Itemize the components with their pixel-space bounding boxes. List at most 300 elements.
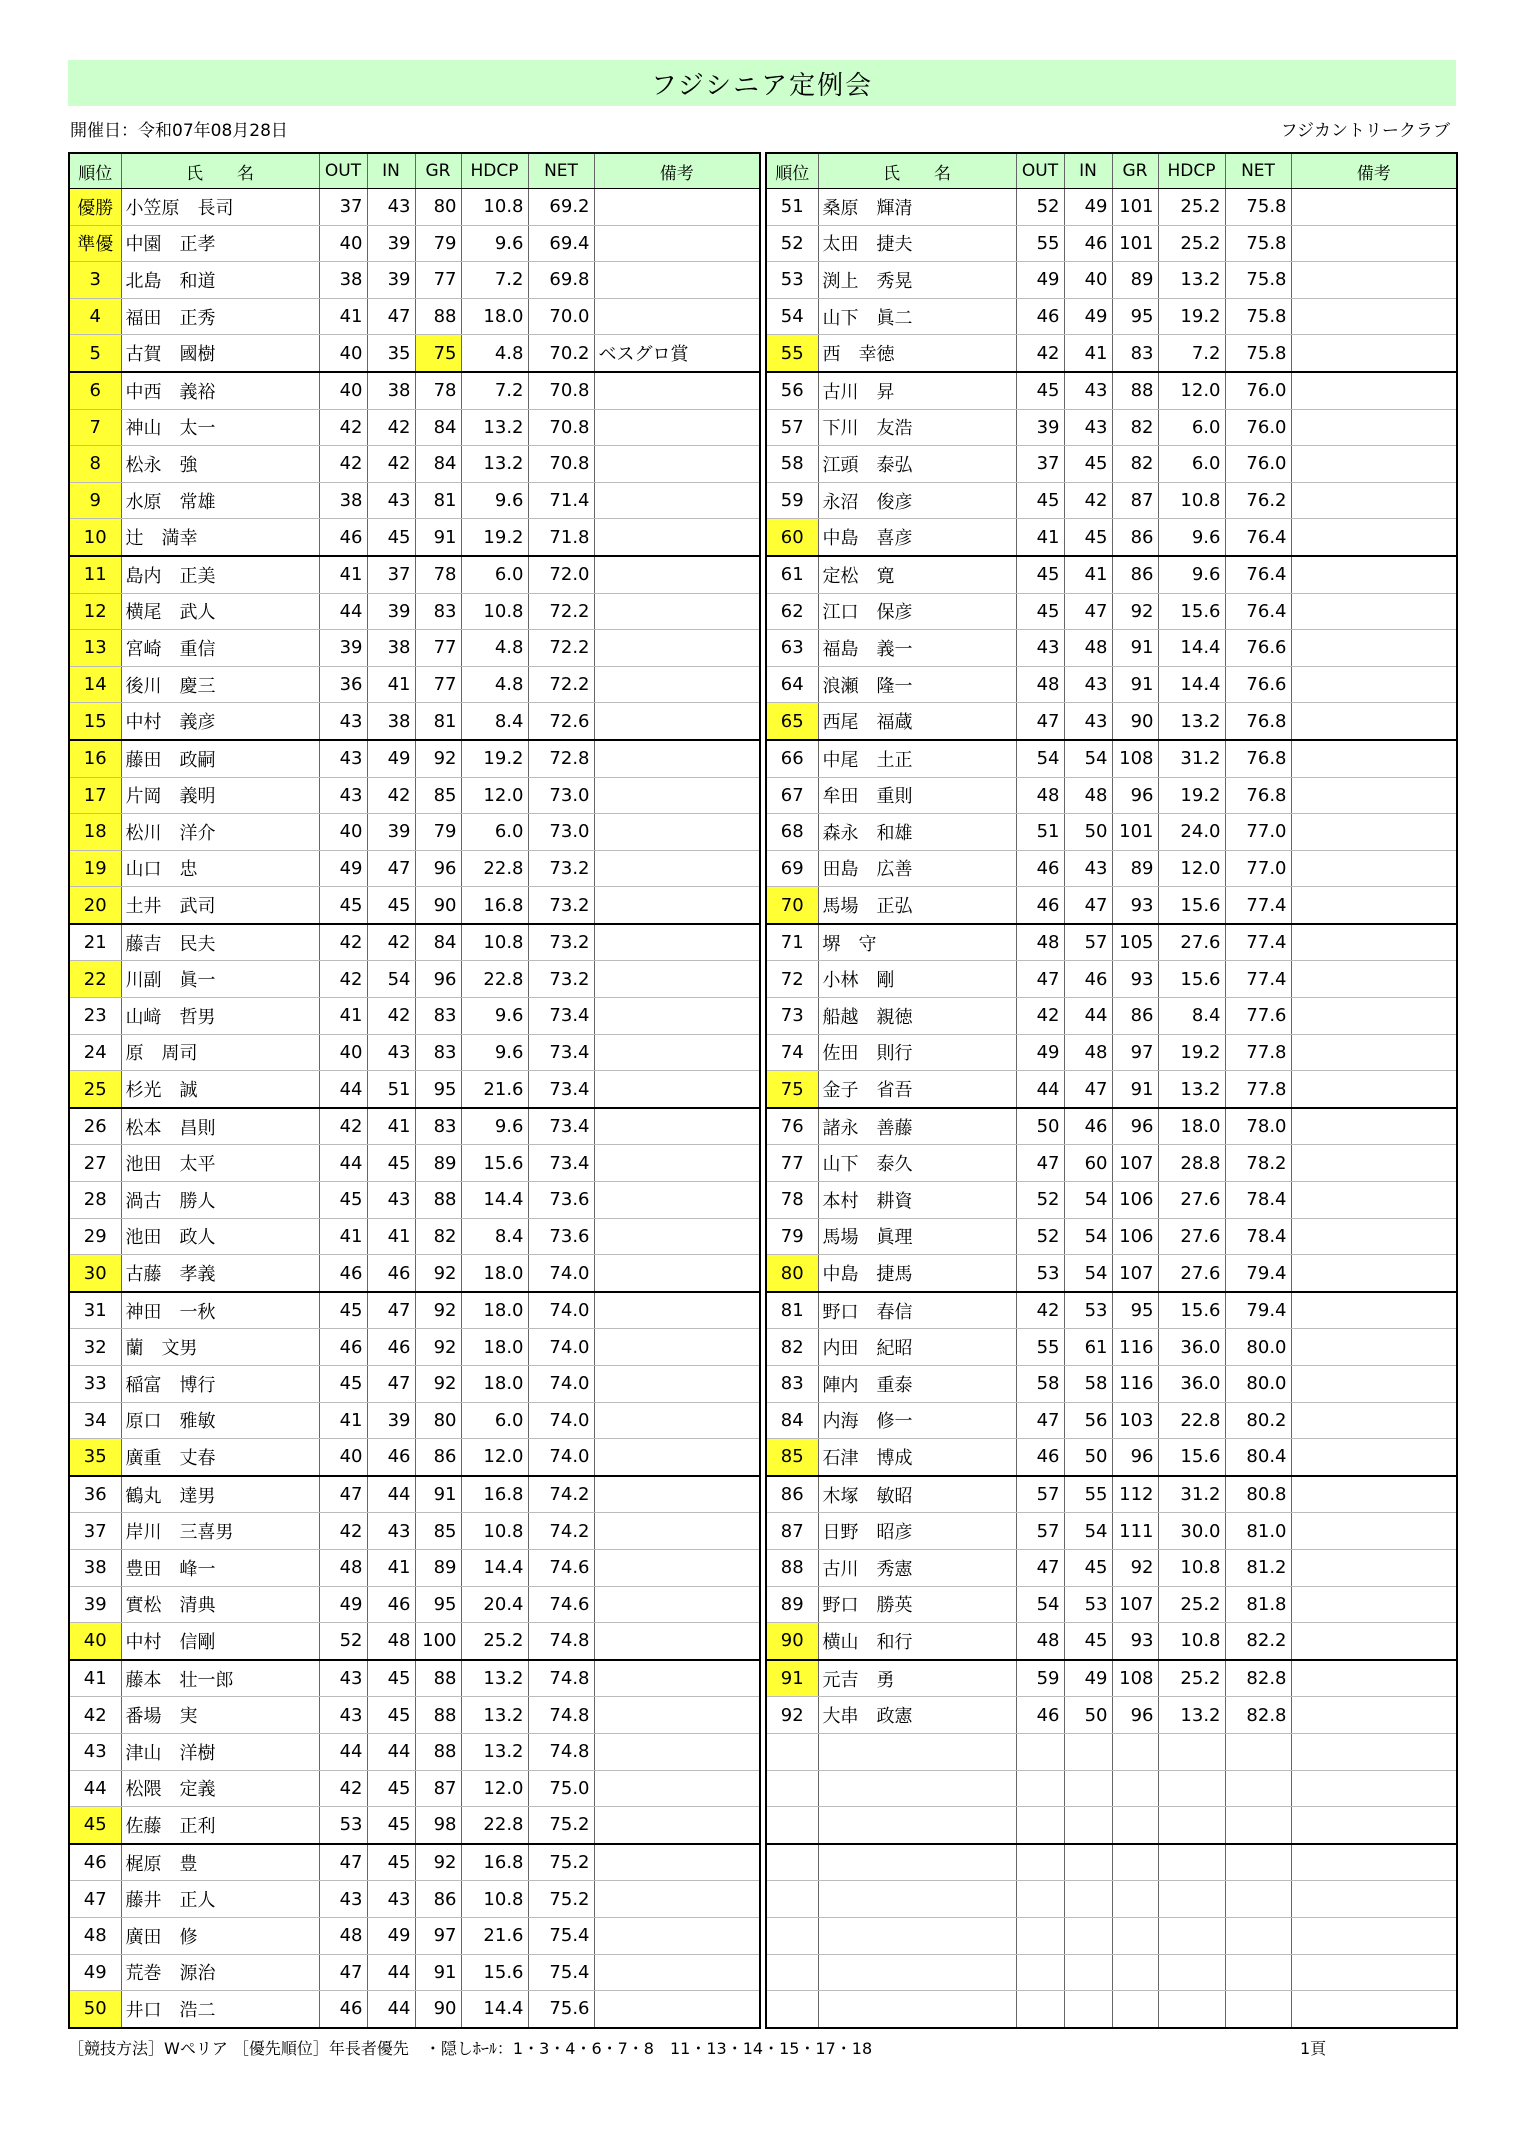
empty-cell (766, 1954, 818, 1991)
cell-gr: 88 (415, 1660, 461, 1697)
cell-out: 47 (319, 1476, 367, 1513)
cell-note (594, 1770, 760, 1807)
cell-net: 73.4 (528, 1108, 594, 1145)
cell-hdcp: 27.6 (1158, 1182, 1225, 1219)
cell-gr: 79 (415, 225, 461, 262)
empty-cell (818, 1881, 1016, 1918)
cell-in: 43 (367, 1182, 415, 1219)
cell-out: 48 (1016, 666, 1064, 703)
cell-net: 75.8 (1225, 262, 1291, 299)
cell-name: 梶原 豊 (121, 1844, 319, 1881)
cell-gr: 77 (415, 666, 461, 703)
cell-gr: 101 (1112, 189, 1158, 226)
cell-out: 41 (319, 1402, 367, 1439)
cell-rank: 7 (69, 409, 121, 446)
cell-note (1291, 1623, 1457, 1660)
cell-note (1291, 409, 1457, 446)
cell-in: 44 (367, 1991, 415, 2028)
cell-in: 49 (1064, 189, 1112, 226)
cell-out: 42 (319, 1513, 367, 1550)
cell-rank: 70 (766, 887, 818, 924)
cell-in: 54 (1064, 1255, 1112, 1292)
cell-rank: 89 (766, 1586, 818, 1623)
cell-hdcp: 8.4 (461, 703, 528, 740)
cell-gr: 83 (1112, 335, 1158, 372)
cell-gr: 88 (415, 1182, 461, 1219)
cell-gr: 96 (1112, 777, 1158, 814)
cell-note (594, 1329, 760, 1366)
table-row (69, 1660, 760, 1697)
cell-out: 41 (319, 556, 367, 593)
cell-name: 片岡 義明 (121, 777, 319, 814)
cell-name: 永沼 俊彦 (818, 482, 1016, 519)
empty-cell (1064, 1917, 1112, 1954)
cell-name: 小笠原 長司 (121, 189, 319, 226)
cell-hdcp: 7.2 (461, 262, 528, 299)
cell-rank: 83 (766, 1366, 818, 1403)
cell-rank: 60 (766, 519, 818, 556)
empty-cell (1225, 1917, 1291, 1954)
cell-hdcp: 27.6 (1158, 1255, 1225, 1292)
empty-cell (1064, 1844, 1112, 1881)
cell-hdcp: 18.0 (461, 1329, 528, 1366)
cell-rank: 73 (766, 998, 818, 1035)
cell-rank: 56 (766, 372, 818, 409)
cell-in: 47 (1064, 887, 1112, 924)
cell-name: 金子 省吾 (818, 1071, 1016, 1108)
table-row (69, 1108, 760, 1145)
cell-net: 74.0 (528, 1366, 594, 1403)
table-row (69, 777, 760, 814)
cell-hdcp: 13.2 (1158, 703, 1225, 740)
cell-hdcp: 22.8 (461, 961, 528, 998)
cell-in: 45 (1064, 1623, 1112, 1660)
cell-in: 48 (1064, 777, 1112, 814)
empty-cell (1016, 1807, 1064, 1844)
cell-net: 80.0 (1225, 1366, 1291, 1403)
cell-rank: 12 (69, 593, 121, 630)
cell-name: 川副 眞一 (121, 961, 319, 998)
cell-net: 77.4 (1225, 924, 1291, 961)
cell-rank: 40 (69, 1623, 121, 1660)
cell-out: 40 (319, 1439, 367, 1476)
cell-note (1291, 593, 1457, 630)
cell-hdcp: 13.2 (1158, 1071, 1225, 1108)
cell-in: 42 (367, 924, 415, 961)
cell-rank: 39 (69, 1586, 121, 1623)
cell-in: 43 (1064, 409, 1112, 446)
cell-in: 45 (367, 519, 415, 556)
cell-net: 76.4 (1225, 519, 1291, 556)
cell-gr: 75 (415, 335, 461, 372)
cell-gr: 103 (1112, 1402, 1158, 1439)
cell-gr: 107 (1112, 1255, 1158, 1292)
table-row (69, 1623, 760, 1660)
header-gr: GR (415, 153, 461, 189)
empty-cell (1016, 1917, 1064, 1954)
cell-gr: 91 (1112, 666, 1158, 703)
cell-out: 47 (1016, 1402, 1064, 1439)
cell-out: 43 (319, 777, 367, 814)
cell-hdcp: 22.8 (1158, 1402, 1225, 1439)
page-number: 1頁 (1300, 2039, 1327, 2058)
table-header-row (69, 153, 760, 189)
cell-in: 60 (1064, 1145, 1112, 1182)
cell-name: 池田 太平 (121, 1145, 319, 1182)
cell-hdcp: 14.4 (461, 1182, 528, 1219)
table-row (69, 1807, 760, 1844)
cell-in: 41 (367, 666, 415, 703)
cell-out: 45 (1016, 372, 1064, 409)
cell-rank: 62 (766, 593, 818, 630)
cell-gr: 89 (1112, 262, 1158, 299)
cell-out: 42 (319, 446, 367, 483)
cell-net: 76.8 (1225, 703, 1291, 740)
cell-note (1291, 1697, 1457, 1734)
cell-in: 61 (1064, 1329, 1112, 1366)
cell-out: 46 (319, 1329, 367, 1366)
cell-net: 72.2 (528, 630, 594, 667)
cell-name: 森永 和雄 (818, 814, 1016, 851)
cell-name: 内田 紀昭 (818, 1329, 1016, 1366)
cell-name: 中村 義彦 (121, 703, 319, 740)
cell-gr: 93 (1112, 1623, 1158, 1660)
cell-net: 74.8 (528, 1660, 594, 1697)
empty-cell (1158, 1807, 1225, 1844)
cell-hdcp: 8.4 (1158, 998, 1225, 1035)
table-row (766, 1034, 1457, 1071)
cell-in: 47 (367, 298, 415, 335)
cell-out: 57 (1016, 1513, 1064, 1550)
header-in: IN (367, 153, 415, 189)
cell-rank: 86 (766, 1476, 818, 1513)
cell-note (1291, 777, 1457, 814)
cell-net: 80.8 (1225, 1476, 1291, 1513)
cell-in: 45 (1064, 519, 1112, 556)
cell-out: 59 (1016, 1660, 1064, 1697)
cell-note (594, 1218, 760, 1255)
cell-net: 76.8 (1225, 740, 1291, 777)
cell-net: 73.0 (528, 777, 594, 814)
cell-gr: 108 (1112, 740, 1158, 777)
cell-rank: 準優 (69, 225, 121, 262)
cell-in: 41 (367, 1108, 415, 1145)
cell-net: 74.8 (528, 1733, 594, 1770)
empty-cell (1158, 1844, 1225, 1881)
cell-in: 56 (1064, 1402, 1112, 1439)
cell-name: 井口 浩二 (121, 1991, 319, 2028)
cell-rank: 41 (69, 1660, 121, 1697)
table-row (69, 703, 760, 740)
cell-rank: 3 (69, 262, 121, 299)
cell-note (1291, 630, 1457, 667)
cell-note (594, 1145, 760, 1182)
empty-cell (818, 1917, 1016, 1954)
cell-gr: 96 (1112, 1697, 1158, 1734)
cell-hdcp: 14.4 (461, 1991, 528, 2028)
cell-out: 40 (319, 814, 367, 851)
cell-out: 42 (319, 1770, 367, 1807)
empty-cell (766, 1881, 818, 1918)
cell-in: 43 (367, 1513, 415, 1550)
cell-in: 45 (367, 1770, 415, 1807)
cell-hdcp: 27.6 (1158, 1218, 1225, 1255)
cell-net: 73.2 (528, 887, 594, 924)
cell-name: 山下 眞二 (818, 298, 1016, 335)
cell-net: 75.8 (1225, 225, 1291, 262)
cell-net: 75.2 (528, 1844, 594, 1881)
cell-rank: 35 (69, 1439, 121, 1476)
cell-name: 荒巻 源治 (121, 1954, 319, 1991)
cell-name: 山下 泰久 (818, 1145, 1016, 1182)
cell-gr: 86 (1112, 519, 1158, 556)
cell-rank: 38 (69, 1549, 121, 1586)
empty-cell (766, 1770, 818, 1807)
table-row (766, 961, 1457, 998)
empty-cell (1112, 1991, 1158, 2028)
cell-rank: 66 (766, 740, 818, 777)
table-row (69, 593, 760, 630)
cell-note (594, 446, 760, 483)
cell-note (1291, 372, 1457, 409)
cell-net: 75.6 (528, 1991, 594, 2028)
cell-in: 54 (1064, 1218, 1112, 1255)
cell-out: 44 (319, 593, 367, 630)
empty-row (766, 1844, 1457, 1881)
cell-rank: 15 (69, 703, 121, 740)
empty-cell (1064, 1770, 1112, 1807)
cell-net: 76.2 (1225, 482, 1291, 519)
cell-note (1291, 482, 1457, 519)
table-row (69, 850, 760, 887)
cell-rank: 10 (69, 519, 121, 556)
cell-out: 41 (319, 998, 367, 1035)
header-name: 氏 名 (818, 153, 1016, 189)
cell-in: 45 (367, 1697, 415, 1734)
cell-in: 50 (1064, 1439, 1112, 1476)
table-row (766, 1513, 1457, 1550)
cell-gr: 107 (1112, 1586, 1158, 1623)
table-row (766, 1439, 1457, 1476)
empty-cell (1225, 1844, 1291, 1881)
table-row (69, 335, 760, 372)
cell-out: 42 (1016, 335, 1064, 372)
cell-gr: 86 (1112, 998, 1158, 1035)
header-out: OUT (1016, 153, 1064, 189)
cell-name: 田島 広善 (818, 850, 1016, 887)
header-hdcp: HDCP (461, 153, 528, 189)
table-row (69, 1697, 760, 1734)
table-row (69, 1366, 760, 1403)
cell-net: 77.8 (1225, 1071, 1291, 1108)
cell-note (1291, 1329, 1457, 1366)
cell-out: 45 (319, 1366, 367, 1403)
cell-out: 53 (1016, 1255, 1064, 1292)
cell-out: 40 (319, 225, 367, 262)
cell-rank: 85 (766, 1439, 818, 1476)
cell-in: 50 (1064, 1697, 1112, 1734)
cell-net: 71.8 (528, 519, 594, 556)
cell-net: 75.0 (528, 1770, 594, 1807)
empty-cell (818, 1844, 1016, 1881)
cell-note (594, 1255, 760, 1292)
cell-in: 46 (1064, 961, 1112, 998)
empty-cell (1016, 1770, 1064, 1807)
table-row (69, 1513, 760, 1550)
cell-note (594, 519, 760, 556)
cell-net: 74.2 (528, 1513, 594, 1550)
cell-note (594, 1586, 760, 1623)
cell-in: 43 (1064, 850, 1112, 887)
empty-cell (1225, 1770, 1291, 1807)
cell-out: 52 (1016, 1182, 1064, 1219)
empty-cell (1291, 1844, 1457, 1881)
cell-out: 46 (1016, 850, 1064, 887)
cell-hdcp: 14.4 (1158, 666, 1225, 703)
cell-net: 82.8 (1225, 1660, 1291, 1697)
cell-out: 46 (319, 1255, 367, 1292)
header-rank: 順位 (766, 153, 818, 189)
cell-name: 内海 修一 (818, 1402, 1016, 1439)
cell-note (1291, 1292, 1457, 1329)
cell-hdcp: 16.8 (461, 1844, 528, 1881)
empty-cell (818, 1770, 1016, 1807)
cell-note (1291, 189, 1457, 226)
cell-rank: 45 (69, 1807, 121, 1844)
cell-net: 75.2 (528, 1807, 594, 1844)
cell-name: 藤田 政嗣 (121, 740, 319, 777)
table-row (69, 1954, 760, 1991)
empty-cell (1016, 1991, 1064, 2028)
table-row (69, 740, 760, 777)
cell-net: 74.6 (528, 1549, 594, 1586)
cell-note (594, 298, 760, 335)
table-row (69, 1991, 760, 2028)
cell-rank: 54 (766, 298, 818, 335)
empty-cell (1016, 1954, 1064, 1991)
cell-net: 75.8 (1225, 298, 1291, 335)
table-row (766, 335, 1457, 372)
table-row (766, 225, 1457, 262)
cell-in: 53 (1064, 1586, 1112, 1623)
cell-note (1291, 961, 1457, 998)
cell-out: 48 (319, 1917, 367, 1954)
header-net: NET (528, 153, 594, 189)
table-row (766, 482, 1457, 519)
cell-gr: 79 (415, 814, 461, 851)
cell-net: 73.4 (528, 1034, 594, 1071)
cell-hdcp: 18.0 (461, 1366, 528, 1403)
table-row (766, 1623, 1457, 1660)
cell-out: 45 (319, 1292, 367, 1329)
cell-hdcp: 6.0 (461, 814, 528, 851)
cell-gr: 101 (1112, 225, 1158, 262)
empty-row (766, 1881, 1457, 1918)
cell-gr: 81 (415, 482, 461, 519)
empty-cell (1225, 1991, 1291, 2028)
cell-gr: 89 (415, 1145, 461, 1182)
cell-in: 51 (367, 1071, 415, 1108)
cell-note (1291, 519, 1457, 556)
table-header-row (766, 153, 1457, 189)
cell-rank: 63 (766, 630, 818, 667)
cell-out: 42 (1016, 1292, 1064, 1329)
cell-gr: 78 (415, 556, 461, 593)
cell-in: 43 (1064, 372, 1112, 409)
cell-rank: 84 (766, 1402, 818, 1439)
cell-net: 81.0 (1225, 1513, 1291, 1550)
cell-gr: 86 (1112, 556, 1158, 593)
table-row (69, 1218, 760, 1255)
table-row (766, 298, 1457, 335)
cell-net: 81.2 (1225, 1549, 1291, 1586)
cell-gr: 86 (415, 1439, 461, 1476)
cell-name: 野口 春信 (818, 1292, 1016, 1329)
cell-name: 原口 雅敏 (121, 1402, 319, 1439)
table-row (766, 519, 1457, 556)
cell-hdcp: 19.2 (461, 740, 528, 777)
cell-hdcp: 13.2 (1158, 1697, 1225, 1734)
cell-gr: 107 (1112, 1145, 1158, 1182)
cell-note (594, 703, 760, 740)
cell-name: 西 幸徳 (818, 335, 1016, 372)
cell-name: 中島 捷馬 (818, 1255, 1016, 1292)
cell-net: 69.8 (528, 262, 594, 299)
cell-note (594, 1071, 760, 1108)
cell-in: 47 (367, 850, 415, 887)
empty-cell (1158, 1954, 1225, 1991)
cell-hdcp: 4.8 (461, 335, 528, 372)
cell-out: 43 (319, 1881, 367, 1918)
table-row (69, 189, 760, 226)
cell-hdcp: 28.8 (1158, 1145, 1225, 1182)
cell-net: 79.4 (1225, 1255, 1291, 1292)
table-row (766, 189, 1457, 226)
cell-in: 44 (367, 1733, 415, 1770)
cell-net: 76.4 (1225, 593, 1291, 630)
cell-note (594, 850, 760, 887)
cell-name: 中西 義裕 (121, 372, 319, 409)
table-row (69, 1402, 760, 1439)
cell-in: 49 (1064, 1660, 1112, 1697)
cell-hdcp: 9.6 (461, 482, 528, 519)
cell-note (594, 1513, 760, 1550)
cell-name: 水原 常雄 (121, 482, 319, 519)
cell-hdcp: 6.0 (461, 556, 528, 593)
cell-out: 42 (1016, 998, 1064, 1035)
cell-net: 81.8 (1225, 1586, 1291, 1623)
cell-in: 47 (367, 1366, 415, 1403)
cell-net: 73.2 (528, 924, 594, 961)
cell-in: 57 (1064, 924, 1112, 961)
cell-name: 福田 正秀 (121, 298, 319, 335)
cell-note (594, 961, 760, 998)
cell-note (1291, 1513, 1457, 1550)
cell-in: 45 (1064, 446, 1112, 483)
header-name: 氏 名 (121, 153, 319, 189)
cell-in: 49 (367, 1917, 415, 1954)
cell-net: 73.0 (528, 814, 594, 851)
cell-in: 43 (367, 189, 415, 226)
cell-out: 55 (1016, 225, 1064, 262)
cell-in: 38 (367, 630, 415, 667)
cell-name: 藤本 壮一郎 (121, 1660, 319, 1697)
table-row (766, 262, 1457, 299)
table-row (766, 850, 1457, 887)
cell-out: 49 (1016, 262, 1064, 299)
cell-rank: 21 (69, 924, 121, 961)
cell-net: 76.0 (1225, 372, 1291, 409)
